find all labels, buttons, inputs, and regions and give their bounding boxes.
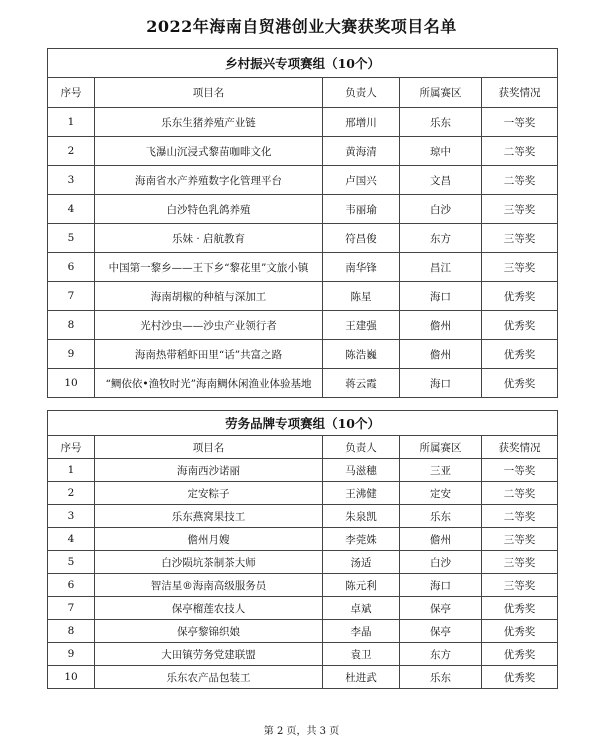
- section-table: [47, 48, 558, 398]
- leader-name: 卓斌: [323, 597, 400, 620]
- region-name: 乐东: [400, 505, 482, 528]
- award-level: 三等奖: [482, 195, 558, 224]
- project-name: 海南胡椒的种植与深加工: [95, 282, 323, 311]
- region-name: 儋州: [400, 311, 482, 340]
- award-level: 二等奖: [482, 137, 558, 166]
- region-name: 白沙: [400, 195, 482, 224]
- table-row: [48, 459, 558, 482]
- section-heading-row: [48, 49, 558, 78]
- region-name: 三亚: [400, 459, 482, 482]
- project-name: 儋州月嫂: [95, 528, 323, 551]
- row-number: 1: [48, 108, 95, 137]
- leader-name: 陈星: [323, 282, 400, 311]
- column-header: 负责人: [323, 436, 400, 459]
- leader-name: 王沸健: [323, 482, 400, 505]
- project-name: 海南热带稻虾田里“话”共富之路: [95, 340, 323, 369]
- table-row: [48, 311, 558, 340]
- award-level: 优秀奖: [482, 620, 558, 643]
- row-number: 3: [48, 505, 95, 528]
- project-name: 海南省水产养殖数字化管理平台: [95, 166, 323, 195]
- column-header: 获奖情况: [482, 78, 558, 108]
- award-level: 优秀奖: [482, 643, 558, 666]
- leader-name: 韦丽瑜: [323, 195, 400, 224]
- region-name: 乐东: [400, 666, 482, 689]
- award-level: 三等奖: [482, 253, 558, 282]
- table-row: [48, 528, 558, 551]
- project-name: 智洁星®海南高级服务员: [95, 574, 323, 597]
- award-level: 三等奖: [482, 224, 558, 253]
- award-level: 三等奖: [482, 574, 558, 597]
- column-header-row: [48, 78, 558, 108]
- region-name: 文昌: [400, 166, 482, 195]
- award-level: 优秀奖: [482, 597, 558, 620]
- leader-name: 马滋穗: [323, 459, 400, 482]
- region-name: 乐东: [400, 108, 482, 137]
- region-name: 海口: [400, 574, 482, 597]
- column-header: 项目名: [95, 436, 323, 459]
- region-name: 白沙: [400, 551, 482, 574]
- award-level: 优秀奖: [482, 282, 558, 311]
- project-name: 白沙特色乳鸽养殖: [95, 195, 323, 224]
- row-number: 4: [48, 528, 95, 551]
- column-header-row: [48, 436, 558, 459]
- row-number: 7: [48, 282, 95, 311]
- document-title: 2022年海南自贸港创业大赛获奖项目名单: [146, 17, 457, 36]
- table-row: [48, 482, 558, 505]
- section-table: [47, 410, 558, 689]
- region-name: 保亭: [400, 620, 482, 643]
- region-name: 昌江: [400, 253, 482, 282]
- column-header: 获奖情况: [482, 436, 558, 459]
- table-row: [48, 551, 558, 574]
- project-name: 乐东农产品包装工: [95, 666, 323, 689]
- leader-name: 卢国兴: [323, 166, 400, 195]
- project-name: 乐东生猪养殖产业链: [95, 108, 323, 137]
- table-row: [48, 643, 558, 666]
- row-number: 6: [48, 253, 95, 282]
- award-level: 一等奖: [482, 108, 558, 137]
- table-row: [48, 340, 558, 369]
- leader-name: 蒋云霞: [323, 369, 400, 398]
- award-level: 三等奖: [482, 528, 558, 551]
- table-row: [48, 369, 558, 398]
- project-name: 乐妹 · 启航教育: [95, 224, 323, 253]
- column-header: 项目名: [95, 78, 323, 108]
- project-name: 光村沙虫——沙虫产业领行者: [95, 311, 323, 340]
- table-row: [48, 666, 558, 689]
- leader-name: 符昌俊: [323, 224, 400, 253]
- award-level: 二等奖: [482, 482, 558, 505]
- row-number: 9: [48, 340, 95, 369]
- table-row: [48, 195, 558, 224]
- section-heading-row: [48, 411, 558, 436]
- table-row: [48, 137, 558, 166]
- award-level: 三等奖: [482, 551, 558, 574]
- table-row: [48, 505, 558, 528]
- table-row: [48, 282, 558, 311]
- award-level: 优秀奖: [482, 666, 558, 689]
- row-number: 10: [48, 369, 95, 398]
- region-name: 东方: [400, 643, 482, 666]
- region-name: 东方: [400, 224, 482, 253]
- row-number: 2: [48, 482, 95, 505]
- leader-name: 邢增川: [323, 108, 400, 137]
- award-level: 优秀奖: [482, 311, 558, 340]
- project-name: 大田镇劳务党建联盟: [95, 643, 323, 666]
- project-name: 定安粽子: [95, 482, 323, 505]
- project-name: 飞瀑山沉浸式黎苗咖啡文化: [95, 137, 323, 166]
- region-name: 儋州: [400, 340, 482, 369]
- section-heading: 乡村振兴专项赛组（10个）: [48, 49, 558, 78]
- leader-name: 袁卫: [323, 643, 400, 666]
- leader-name: 黄海清: [323, 137, 400, 166]
- leader-name: 陈元利: [323, 574, 400, 597]
- column-header: 所属赛区: [400, 436, 482, 459]
- row-number: 8: [48, 311, 95, 340]
- row-number: 8: [48, 620, 95, 643]
- leader-name: 王建强: [323, 311, 400, 340]
- table-row: [48, 253, 558, 282]
- leader-name: 陈浩巍: [323, 340, 400, 369]
- project-name: 保亭黎锦织娘: [95, 620, 323, 643]
- row-number: 4: [48, 195, 95, 224]
- row-number: 1: [48, 459, 95, 482]
- page-footer: 第 2 页，共 3 页: [263, 726, 340, 737]
- region-name: 儋州: [400, 528, 482, 551]
- table-row: [48, 166, 558, 195]
- leader-name: 李莞姝: [323, 528, 400, 551]
- row-number: 5: [48, 551, 95, 574]
- leader-name: 朱泉凯: [323, 505, 400, 528]
- award-level: 一等奖: [482, 459, 558, 482]
- region-name: 海口: [400, 369, 482, 398]
- leader-name: 李晶: [323, 620, 400, 643]
- table-row: [48, 108, 558, 137]
- region-name: 琼中: [400, 137, 482, 166]
- project-name: 海南西沙诺丽: [95, 459, 323, 482]
- column-header: 所属赛区: [400, 78, 482, 108]
- row-number: 3: [48, 166, 95, 195]
- row-number: 5: [48, 224, 95, 253]
- project-name: 乐东燕窝果技工: [95, 505, 323, 528]
- leader-name: 汤适: [323, 551, 400, 574]
- project-name: 保亭榴莲农技人: [95, 597, 323, 620]
- award-level: 二等奖: [482, 505, 558, 528]
- row-number: 9: [48, 643, 95, 666]
- region-name: 保亭: [400, 597, 482, 620]
- project-name: 中国第一黎乡——王下乡“黎花里”文旅小镇: [95, 253, 323, 282]
- column-header: 序号: [48, 78, 95, 108]
- table-row: [48, 597, 558, 620]
- row-number: 2: [48, 137, 95, 166]
- leader-name: 南华锋: [323, 253, 400, 282]
- project-name: 白沙陨坑茶制茶大师: [95, 551, 323, 574]
- table-row: [48, 620, 558, 643]
- section-heading: 劳务品牌专项赛组（10个）: [48, 411, 558, 436]
- award-level: 优秀奖: [482, 369, 558, 398]
- row-number: 7: [48, 597, 95, 620]
- award-level: 优秀奖: [482, 340, 558, 369]
- column-header: 负责人: [323, 78, 400, 108]
- project-name: “鲷依依•渔牧时光”海南鲷休闲渔业体验基地: [95, 369, 323, 398]
- leader-name: 杜进武: [323, 666, 400, 689]
- column-header: 序号: [48, 436, 95, 459]
- table-row: [48, 224, 558, 253]
- region-name: 定安: [400, 482, 482, 505]
- region-name: 海口: [400, 282, 482, 311]
- table-row: [48, 574, 558, 597]
- award-level: 二等奖: [482, 166, 558, 195]
- row-number: 10: [48, 666, 95, 689]
- row-number: 6: [48, 574, 95, 597]
